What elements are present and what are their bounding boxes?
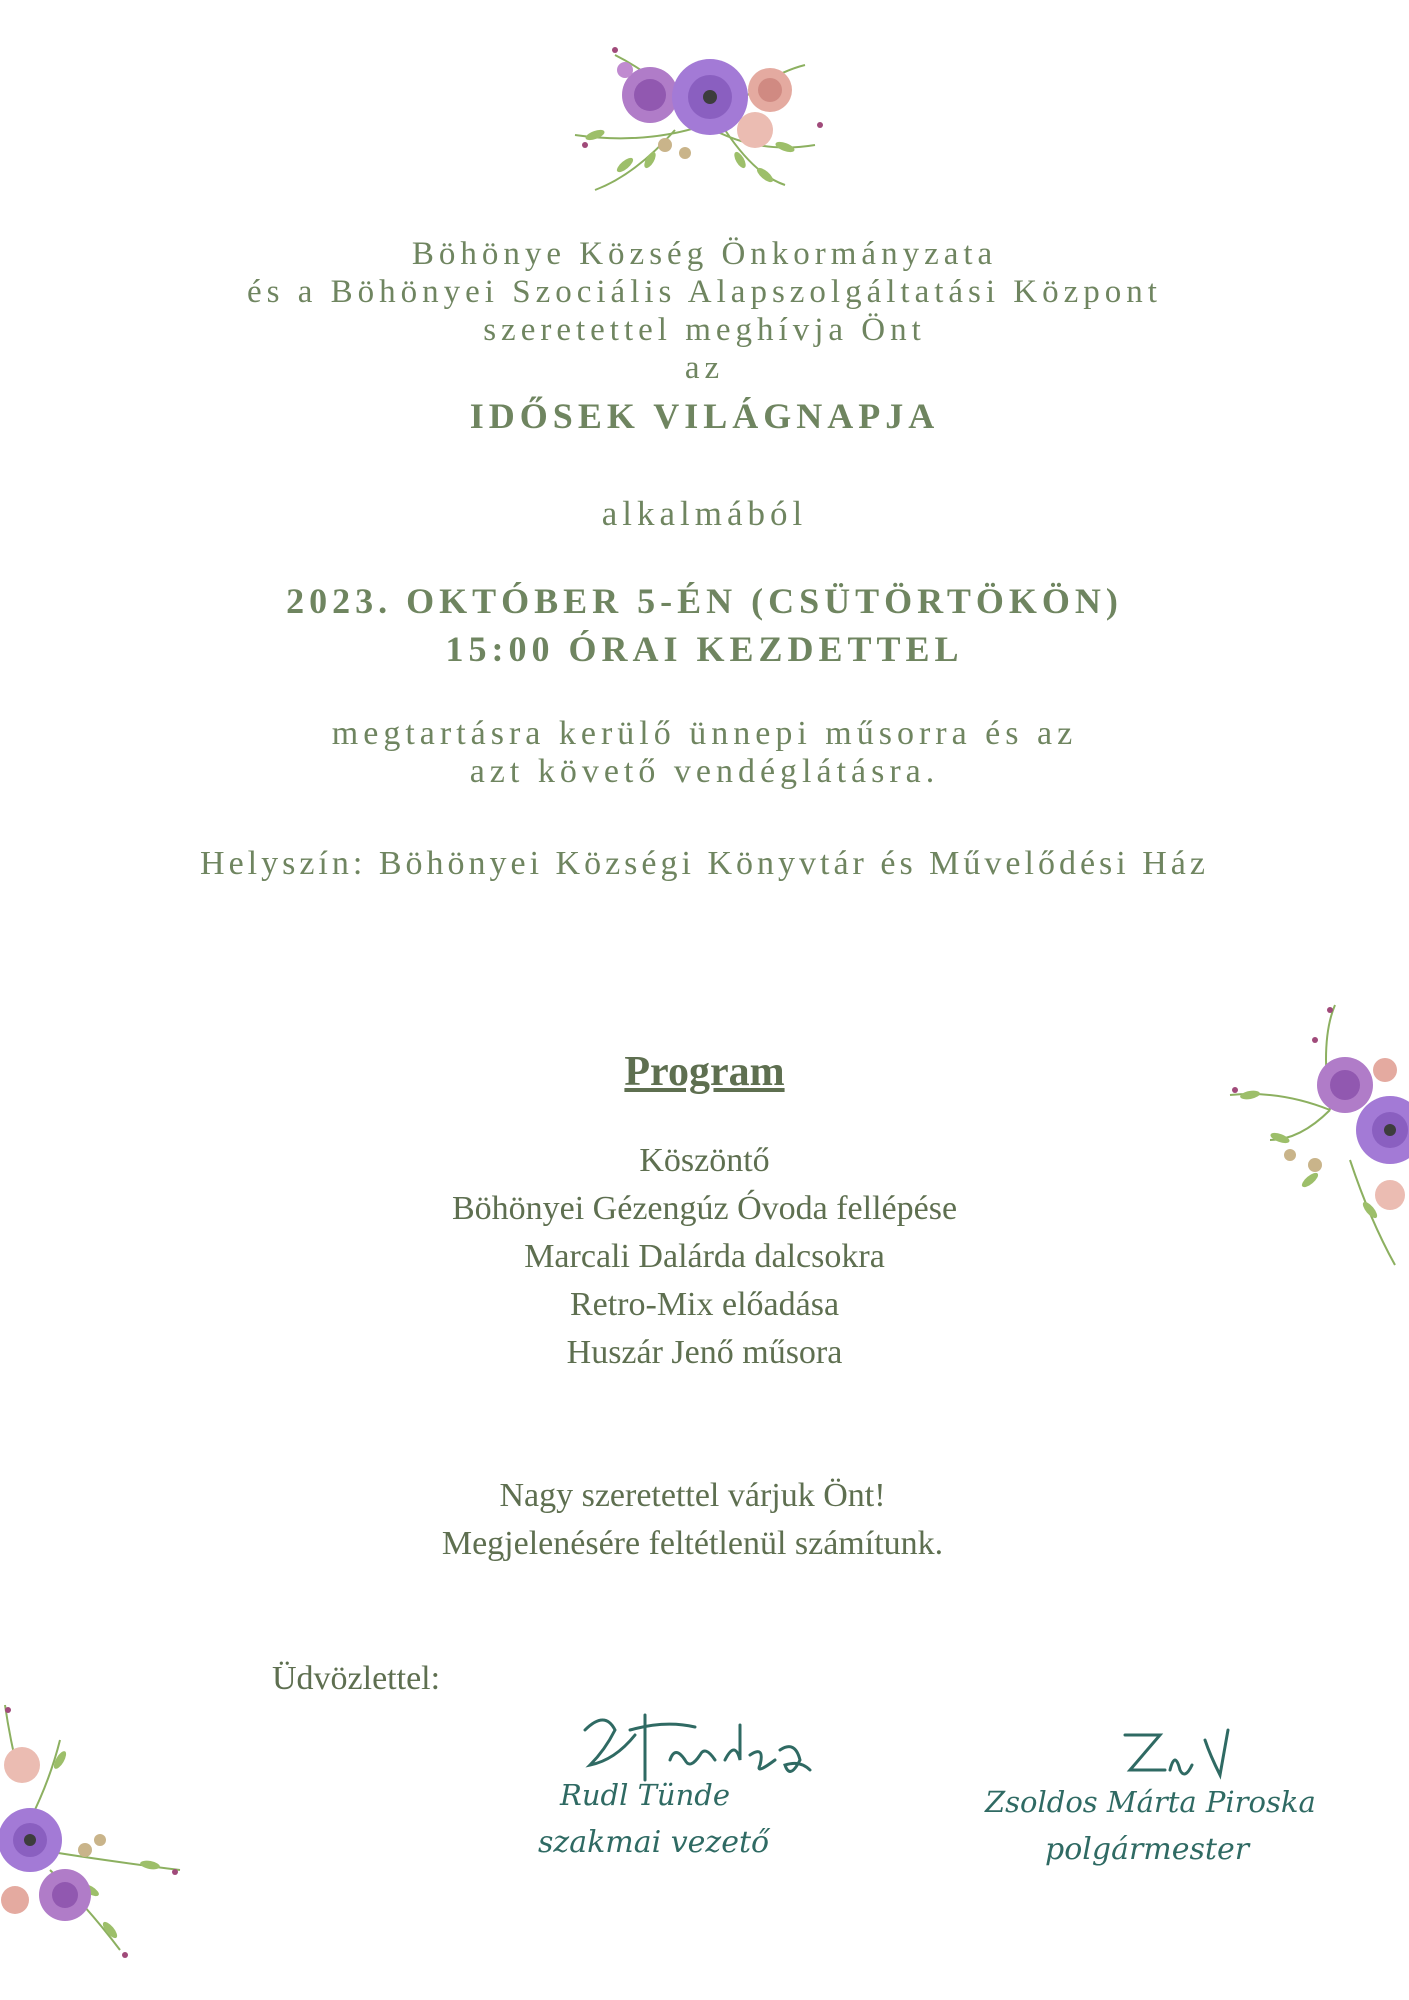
invite-line: szeretettel meghívja Önt bbox=[483, 312, 926, 348]
event-time: 15:00 ÓRAI KEZDETTEL bbox=[445, 629, 964, 669]
signature-name-1: Rudl Tünde bbox=[560, 1778, 730, 1812]
closing-line-2: Megjelenésére feltétlenül számítunk. bbox=[441, 1525, 944, 1562]
organizer-line-2: és a Böhönyei Szociális Alapszolgáltatási Központ bbox=[247, 274, 1162, 310]
invite-az: az bbox=[684, 350, 725, 386]
program-item: Marcali Dalárda dalcsokra bbox=[524, 1238, 885, 1275]
floral-bouquet-bottom-left-icon bbox=[0, 1700, 190, 1970]
program-heading: Program bbox=[624, 1049, 785, 1095]
organizer-line-1: Böhönye Község Önkormányzata bbox=[411, 236, 998, 272]
event-date: 2023. OKTÓBER 5-ÉN (CSÜTÖRTÖKÖN) bbox=[286, 581, 1123, 621]
closing-line-1: Nagy szeretettel várjuk Önt! bbox=[499, 1477, 886, 1514]
program-item: Retro-Mix előadása bbox=[569, 1286, 840, 1323]
program-item: Huszár Jenő műsora bbox=[566, 1334, 843, 1371]
signature-title-1: szakmai vezető bbox=[538, 1825, 770, 1860]
venue-text: Helyszín: Böhönyei Községi Könyvtár és Művelődési Ház bbox=[200, 845, 1209, 882]
details-line-2: azt követő vendéglátásra. bbox=[469, 753, 940, 790]
occasion-text: alkalmából bbox=[601, 494, 808, 533]
program-item: Böhönyei Gézengúz Óvoda fellépése bbox=[451, 1190, 958, 1227]
signature-zsoldos-marta-icon bbox=[1120, 1725, 1240, 1785]
details-line-1: megtartásra kerülő ünnepi műsorra és az bbox=[331, 715, 1078, 752]
floral-bouquet-top-icon bbox=[555, 35, 855, 195]
signature-title-2: polgármester bbox=[1045, 1832, 1250, 1867]
event-title: IDŐSEK VILÁGNAPJA bbox=[469, 396, 940, 436]
greeting-text: Üdvözlettel: bbox=[272, 1660, 441, 1697]
program-item: Köszöntő bbox=[639, 1142, 770, 1179]
signature-name-2: Zsoldos Márta Piroska bbox=[985, 1785, 1316, 1819]
